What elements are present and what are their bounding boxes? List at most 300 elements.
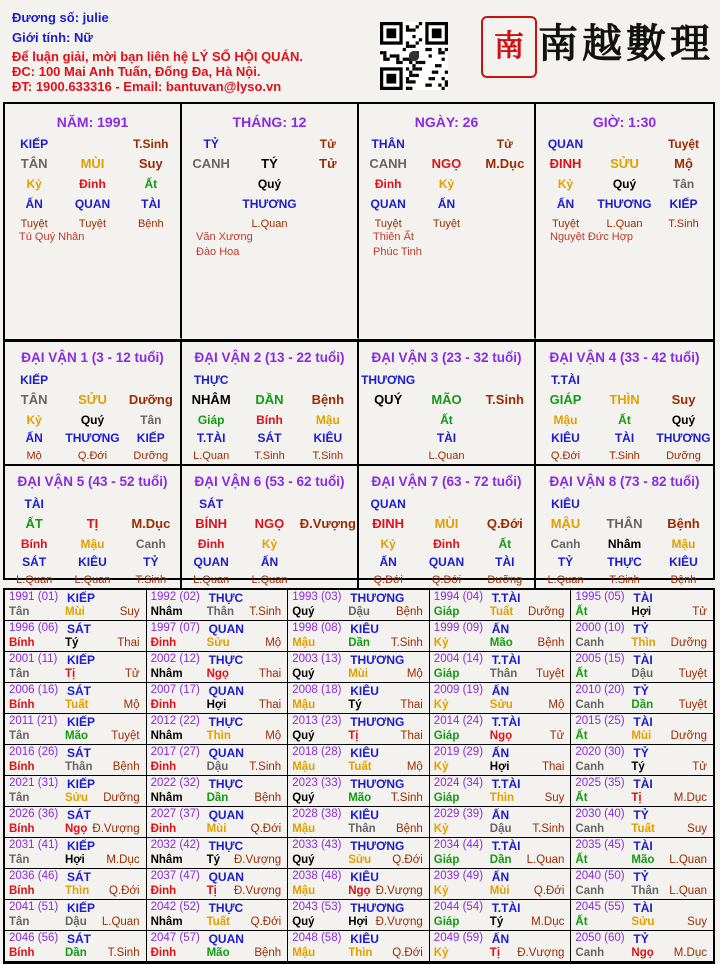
year-branch: Thìn <box>348 947 373 959</box>
year-cell <box>5 931 147 962</box>
pillar-main-item: CANH <box>369 156 407 171</box>
dai-van-main-row <box>5 514 180 534</box>
pillar-hidden-stems-item: Kỷ <box>438 177 455 191</box>
year-label: 2041 (51) <box>9 901 59 913</box>
dai-van-main-item: Bệnh <box>311 392 345 407</box>
year-phase: T.Sinh <box>532 823 565 835</box>
pillar-ten-god-item: T.Sinh <box>133 137 169 151</box>
year-branch: Ngọ <box>489 730 513 742</box>
address-line: ĐC: 100 Mai Anh Tuấn, Đống Đa, Hà Nội. <box>12 64 261 79</box>
year-phase: Mộ <box>548 699 565 711</box>
year-label: 1998 (08) <box>292 622 342 634</box>
star-label: Phúc Tinh <box>373 246 422 258</box>
year-ten-god: TÀI <box>633 777 653 791</box>
year-branch: Thân <box>348 823 376 835</box>
dai-van-stems-item: Canh <box>550 537 581 551</box>
dai-van-spacer <box>654 372 712 388</box>
dai-van-stems-item: Bính <box>256 413 283 427</box>
year-cell <box>571 807 713 838</box>
pillar-hidden-gods-item: ẤN <box>437 197 456 211</box>
year-branch: Ngọ <box>65 823 88 835</box>
pillar-hidden-gods-item <box>182 196 240 212</box>
year-phase: Bệnh <box>395 606 423 618</box>
year-ten-god: KIÊU <box>350 808 379 822</box>
pillar-hidden-stems-row <box>182 176 357 192</box>
year-cell <box>147 745 289 776</box>
dai-van-title: ĐẠI VẬN 1 (3 - 12 tuổi) <box>21 350 164 365</box>
pillar-hidden-gods-row <box>182 196 357 212</box>
dai-van-ten-god: SÁT <box>199 497 224 511</box>
pillar-main-row <box>359 154 534 174</box>
year-cell <box>5 652 147 683</box>
pillar-phases-item: L.Quan <box>251 218 288 230</box>
pillar-ten-god-item: Tử <box>496 137 513 151</box>
year-phase: L.Quan <box>101 916 140 928</box>
pillar-hidden-stems-item: Đinh <box>79 177 106 191</box>
pillar-hidden-gods-item: QUAN <box>370 197 406 211</box>
dai-van-stems-item: Quý <box>80 413 105 427</box>
year-cell <box>571 869 713 900</box>
year-stem: Tân <box>9 730 30 742</box>
year-stem: Bính <box>9 699 35 711</box>
year-branch: Dần <box>348 637 370 649</box>
dai-van-cell <box>5 342 182 466</box>
year-cell <box>571 931 713 962</box>
year-label: 2013 (23) <box>292 715 342 727</box>
dai-van-stems-item: Tân <box>140 413 162 427</box>
year-label: 2043 (53) <box>292 901 342 913</box>
dai-van-phases-item: Dưỡng <box>133 450 169 462</box>
year-phase: T.Sinh <box>107 947 140 959</box>
dai-van-gods-item: TÀI <box>436 431 457 445</box>
pillar-hidden-gods-item: KIẾP <box>669 197 698 211</box>
year-branch: Mão <box>65 730 88 742</box>
year-label: 2029 (39) <box>433 808 484 820</box>
year-cell <box>571 590 713 621</box>
owner-line: Đương số: julie <box>12 10 109 25</box>
year-phase: T.Sinh <box>249 606 282 618</box>
dai-van-gods-row <box>182 430 357 446</box>
year-stem: Kỷ <box>433 947 449 959</box>
year-cell <box>147 590 289 621</box>
dai-van-phases-item: T.Sinh <box>609 450 640 462</box>
year-stem: Nhâm <box>150 916 183 928</box>
dai-van-stems-item: Bính <box>20 537 48 551</box>
year-ten-god: THỰC <box>208 839 244 853</box>
year-phase: Đ.Vượng <box>233 885 282 897</box>
year-phase: Dưỡng <box>670 730 707 742</box>
year-ten-god: QUAN <box>208 684 244 698</box>
dai-van-phases-item: Q.Đới <box>373 574 403 586</box>
year-label: 2006 (16) <box>9 684 59 696</box>
pillar-hidden-gods-item: TÀI <box>141 197 161 211</box>
year-ten-god: TỶ <box>633 932 649 946</box>
dai-van-ten-god: TÀI <box>24 497 44 511</box>
year-cell <box>430 776 572 807</box>
year-ten-god: TÀI <box>633 653 653 667</box>
year-phase: Dưỡng <box>670 637 707 649</box>
year-branch: Mùi <box>489 885 510 897</box>
year-phase: L.Quan <box>669 854 707 866</box>
year-stem: Mậu <box>292 823 316 835</box>
year-stem: Tân <box>9 792 30 804</box>
pillar-ten-god-row <box>536 136 713 152</box>
year-phase: M.Dục <box>673 792 707 804</box>
year-label: 2019 (29) <box>433 746 484 758</box>
year-branch: Tý <box>206 854 221 866</box>
dai-van-main-row <box>359 390 534 410</box>
seal-logo: 南 <box>481 16 537 78</box>
dai-van-ten-god-row <box>536 372 713 388</box>
year-branch: Dậu <box>489 823 512 835</box>
year-ten-god: THỰC <box>208 591 244 605</box>
year-cell <box>571 652 713 683</box>
pillar-main-item: M.Dục <box>485 156 525 171</box>
year-label: 2017 (27) <box>150 746 200 758</box>
pillar-ten-god-item <box>418 136 476 152</box>
pillar-hidden-gods-item: QUAN <box>74 197 111 211</box>
dai-van-title: ĐẠI VẬN 2 (13 - 22 tuổi) <box>194 350 345 365</box>
year-stem: Kỷ <box>433 699 449 711</box>
year-stem: Đinh <box>150 947 177 959</box>
year-label: 2047 (57) <box>150 932 200 944</box>
year-label: 2030 (40) <box>575 808 625 820</box>
year-stem: Đinh <box>150 761 177 773</box>
pillar-phases-item <box>476 216 534 232</box>
year-phase: Bệnh <box>112 761 140 773</box>
dai-van-main-row <box>536 514 713 534</box>
pillar-main-item: MÙI <box>80 156 105 171</box>
pillar-main-item: Suy <box>138 156 163 171</box>
year-ten-god: THỰC <box>208 653 244 667</box>
dai-van-gods-row <box>359 430 534 446</box>
year-phase: L.Quan <box>669 885 707 897</box>
year-branch: Mùi <box>206 823 227 835</box>
pillar-hidden-stems-item: Kỷ <box>557 177 574 191</box>
year-branch: Mão <box>489 637 513 649</box>
year-stem: Bính <box>9 637 35 649</box>
year-phase: L.Quan <box>526 854 565 866</box>
year-ten-god: THƯƠNG <box>350 653 405 667</box>
dai-van-gods-item: THƯƠNG <box>656 431 711 445</box>
year-label: 2036 (46) <box>9 870 59 882</box>
dai-van-spacer <box>64 372 122 388</box>
year-ten-god: THƯƠNG <box>350 715 405 729</box>
dai-van-main-item: MẬU <box>550 516 581 531</box>
year-phase: Tử <box>692 606 707 618</box>
year-branch: Mùi <box>65 606 85 618</box>
dai-van-main-item: QUÝ <box>374 392 403 407</box>
year-branch: Sửu <box>206 637 230 649</box>
year-cell <box>5 683 147 714</box>
year-cell <box>5 838 147 869</box>
year-stem: Giáp <box>433 916 460 928</box>
year-phase: Dưỡng <box>103 792 140 804</box>
phone-email-line: ĐT: 1900.633316 - Email: bantuvan@lyso.vn <box>12 79 282 94</box>
dai-van-cell <box>536 342 713 466</box>
dai-van-stems-row <box>536 412 713 428</box>
pillar-hidden-gods-item <box>299 196 357 212</box>
year-branch: Hợi <box>489 761 510 773</box>
dai-van-phases-row <box>5 572 180 588</box>
year-phase: Mộ <box>265 730 282 742</box>
dai-van-stems-item: Ất <box>440 413 453 427</box>
year-stem: Quý <box>292 792 315 804</box>
pillar-title: THÁNG: 12 <box>232 114 307 130</box>
year-label: 2023 (33) <box>292 777 342 789</box>
pillar-main-item: Tử <box>319 156 337 171</box>
pillar-title: NGÀY: 26 <box>414 114 479 130</box>
year-ten-god: QUAN <box>208 870 244 884</box>
year-ten-god: QUAN <box>208 746 244 760</box>
star-label: Đào Hoa <box>196 246 240 258</box>
dai-van-gods-item: KIÊU <box>669 555 698 569</box>
year-label: 2028 (38) <box>292 808 342 820</box>
dai-van-stems-item: Kỷ <box>261 537 278 551</box>
year-ten-god: KIÊU <box>350 932 379 946</box>
pillar-title: NĂM: 1991 <box>56 114 129 130</box>
dai-van-stems-item: Ất <box>498 537 512 551</box>
year-label: 2016 (26) <box>9 746 59 758</box>
year-phase: Mộ <box>123 699 140 711</box>
dai-van-gods-row <box>5 554 180 570</box>
year-phase: Thai <box>258 668 282 680</box>
dai-van-main-row <box>5 390 180 410</box>
pillar-cell <box>5 104 182 339</box>
dai-van-gods-item: TÀI <box>495 555 515 569</box>
year-cell <box>288 776 430 807</box>
dai-van-phases-item: Q.Đới <box>431 574 462 586</box>
year-stem: Bính <box>9 947 35 959</box>
year-stem: Ất <box>575 916 588 928</box>
four-pillars-grid <box>3 102 715 341</box>
dai-van-cell <box>182 342 359 466</box>
year-branch: Mùi <box>631 730 652 742</box>
dai-van-gods-item: QUAN <box>428 555 465 569</box>
year-cell <box>430 590 572 621</box>
year-branch: Sửu <box>65 792 89 804</box>
dai-van-main-item: TÂN <box>20 392 48 407</box>
year-stem: Đinh <box>150 699 177 711</box>
year-stem: Kỷ <box>433 761 449 773</box>
dai-van-title: ĐẠI VẬN 8 (73 - 82 tuổi) <box>549 474 700 489</box>
year-stem: Kỷ <box>433 637 449 649</box>
year-ten-god: KIẾP <box>67 777 96 791</box>
dai-van-main-item: MÙI <box>434 516 459 531</box>
year-label: 2025 (35) <box>575 777 625 789</box>
pillar-phases-item <box>299 216 357 232</box>
dai-van-spacer <box>299 372 357 388</box>
year-branch: Sửu <box>631 916 655 928</box>
dai-van-main-row <box>182 390 357 410</box>
year-phase: Tử <box>549 730 565 742</box>
year-stem: Canh <box>575 637 605 649</box>
year-cell <box>430 931 572 962</box>
dai-van-spacer <box>64 496 122 512</box>
dai-van-gods-item: TỶ <box>143 555 159 569</box>
year-phase: Q.Đới <box>533 885 565 897</box>
dai-van-spacer <box>476 372 534 388</box>
dai-van-phases-item: T.Sinh <box>135 574 167 586</box>
year-ten-god: TÀI <box>633 715 653 729</box>
year-branch: Dần <box>65 947 87 959</box>
dai-van-title: ĐẠI VẬN 7 (63 - 72 tuổi) <box>371 474 522 489</box>
year-ten-god: THỰC <box>208 715 244 729</box>
year-cell <box>571 714 713 745</box>
year-ten-god: TÀI <box>633 839 653 853</box>
dai-van-main-item: M.Dục <box>131 516 171 531</box>
year-label: 2049 (59) <box>433 932 484 944</box>
year-label: 2035 (45) <box>575 839 625 851</box>
dai-van-spacer <box>122 372 180 388</box>
star-label: Tú Quý Nhân <box>19 231 85 243</box>
dai-van-phases-row <box>5 448 180 464</box>
dai-van-gods-item: KIÊU <box>551 431 580 445</box>
dai-van-main-item: BÍNH <box>195 516 228 531</box>
pillar-ten-god-row <box>182 136 357 152</box>
dai-van-spacer <box>299 496 357 512</box>
annual-luck-grid <box>3 588 715 964</box>
year-phase: Bệnh <box>395 823 423 835</box>
pillar-main-item: CANH <box>192 156 230 171</box>
dai-van-phases-item: L.Quan <box>16 574 53 586</box>
year-branch: Dậu <box>348 606 370 618</box>
year-cell <box>288 900 430 931</box>
star-label: Thiên Ất <box>373 231 414 243</box>
year-branch: Thìn <box>65 885 90 897</box>
pillar-main-item: ĐINH <box>549 156 582 171</box>
year-ten-god: THƯƠNG <box>350 901 405 915</box>
year-phase: Đ.Vượng <box>233 854 282 866</box>
year-branch: Tý <box>348 699 362 711</box>
dai-van-ten-god: KIÊU <box>551 497 580 511</box>
star-label: Văn Xương <box>196 231 253 243</box>
dai-van-main-item: ĐINH <box>372 516 405 531</box>
year-cell <box>288 869 430 900</box>
dai-van-stems-row <box>182 536 357 552</box>
dai-van-main-row <box>182 514 357 534</box>
dai-van-main-item: TỊ <box>86 516 99 531</box>
year-label: 2021 (31) <box>9 777 59 789</box>
dai-van-spacer <box>122 496 180 512</box>
year-branch: Dần <box>631 699 654 711</box>
dai-van-phases-item: L.Quan <box>547 574 584 586</box>
year-ten-god: T.TÀI <box>491 715 521 729</box>
dai-van-gods-item: ẤN <box>25 431 43 445</box>
pillar-hidden-stems-item: Ất <box>144 177 158 191</box>
dai-van-main-item: Dưỡng <box>128 392 173 407</box>
dai-van-phases-item: L.Quan <box>74 574 111 586</box>
year-cell <box>147 838 289 869</box>
year-ten-god: T.TÀI <box>491 777 521 791</box>
pillar-hidden-gods-row <box>536 196 713 212</box>
dai-van-gods-item: THƯƠNG <box>65 431 120 445</box>
dai-van-gods-item: ẤN <box>260 555 279 569</box>
year-cell <box>288 714 430 745</box>
year-label: 2011 (21) <box>9 715 58 727</box>
year-label: 1994 (04) <box>433 591 484 603</box>
year-label: 1999 (09) <box>433 622 484 634</box>
year-ten-god: T.TÀI <box>491 591 521 605</box>
year-cell <box>147 621 289 652</box>
year-cell <box>571 838 713 869</box>
year-label: 2050 (60) <box>575 932 625 944</box>
year-phase: Thai <box>117 637 140 649</box>
dai-van-phases-row <box>182 572 357 588</box>
year-stem: Nhâm <box>150 606 183 618</box>
year-ten-god: THỰC <box>208 901 244 915</box>
year-branch: Sửu <box>348 854 372 866</box>
year-stem: Quý <box>292 606 315 618</box>
year-phase: Bệnh <box>537 637 565 649</box>
dai-van-phases-item: T.Sinh <box>254 450 285 462</box>
year-label: 2009 (19) <box>433 684 484 696</box>
dai-van-gods-row <box>536 430 713 446</box>
dai-van-phases-item: Q.Đới <box>77 450 108 462</box>
dai-van-phases-item: Dưỡng <box>487 574 523 586</box>
year-branch: Tị <box>65 668 76 680</box>
pillar-main-item: TÝ <box>261 156 278 171</box>
year-ten-god: THƯƠNG <box>350 839 405 853</box>
year-label: 2031 (41) <box>9 839 59 851</box>
year-phase: Đ.Vượng <box>517 947 565 959</box>
year-phase: Suy <box>544 792 565 804</box>
dai-van-gods-item: THỰC <box>607 555 642 569</box>
pillar-hidden-stems-item: Đinh <box>374 177 402 191</box>
year-cell <box>430 714 572 745</box>
dai-van-ten-god: QUAN <box>370 497 406 511</box>
dai-van-spacer <box>476 496 534 512</box>
dai-van-ten-god-row <box>536 496 713 512</box>
pillar-stars <box>19 230 84 245</box>
dai-van-main-item: SỬU <box>78 392 107 407</box>
year-cell <box>5 900 147 931</box>
pillar-ten-god-item: TỶ <box>203 137 219 151</box>
year-branch: Thân <box>489 668 518 680</box>
year-branch: Thân <box>206 606 235 618</box>
year-branch: Mão <box>348 792 372 804</box>
pillar-stars <box>550 230 633 245</box>
dai-van-main-item: NHÂM <box>191 392 231 407</box>
year-cell <box>147 931 289 962</box>
dai-van-gods-item: SÁT <box>22 555 47 569</box>
dai-van-ten-god-row <box>182 372 357 388</box>
dai-van-cell <box>5 466 182 589</box>
dai-van-phases-item <box>476 448 534 464</box>
dai-van-gods-item: T.TÀI <box>196 431 226 445</box>
year-cell <box>571 776 713 807</box>
year-stem: Tân <box>9 854 30 866</box>
pillar-phases-item: T.Sinh <box>668 218 699 230</box>
dai-van-phases-item: L.Quan <box>193 574 230 586</box>
year-phase: Q.Đới <box>392 947 423 959</box>
dai-van-main-item: Suy <box>671 392 696 407</box>
year-ten-god: THƯƠNG <box>350 591 405 605</box>
year-branch: Tý <box>631 761 645 773</box>
year-label: 2003 (13) <box>292 653 342 665</box>
dai-van-stems-item: Canh <box>135 537 166 551</box>
year-cell <box>5 745 147 776</box>
year-cell <box>430 838 572 869</box>
pillar-hidden-stems-item: Tân <box>672 177 695 191</box>
year-branch: Hợi <box>348 916 368 928</box>
dai-van-gods-row <box>182 554 357 570</box>
pillar-cell <box>536 104 713 339</box>
dai-van-ten-god: T.TÀI <box>551 373 580 387</box>
year-cell <box>5 807 147 838</box>
year-stem: Nhâm <box>150 668 183 680</box>
year-cell <box>5 869 147 900</box>
